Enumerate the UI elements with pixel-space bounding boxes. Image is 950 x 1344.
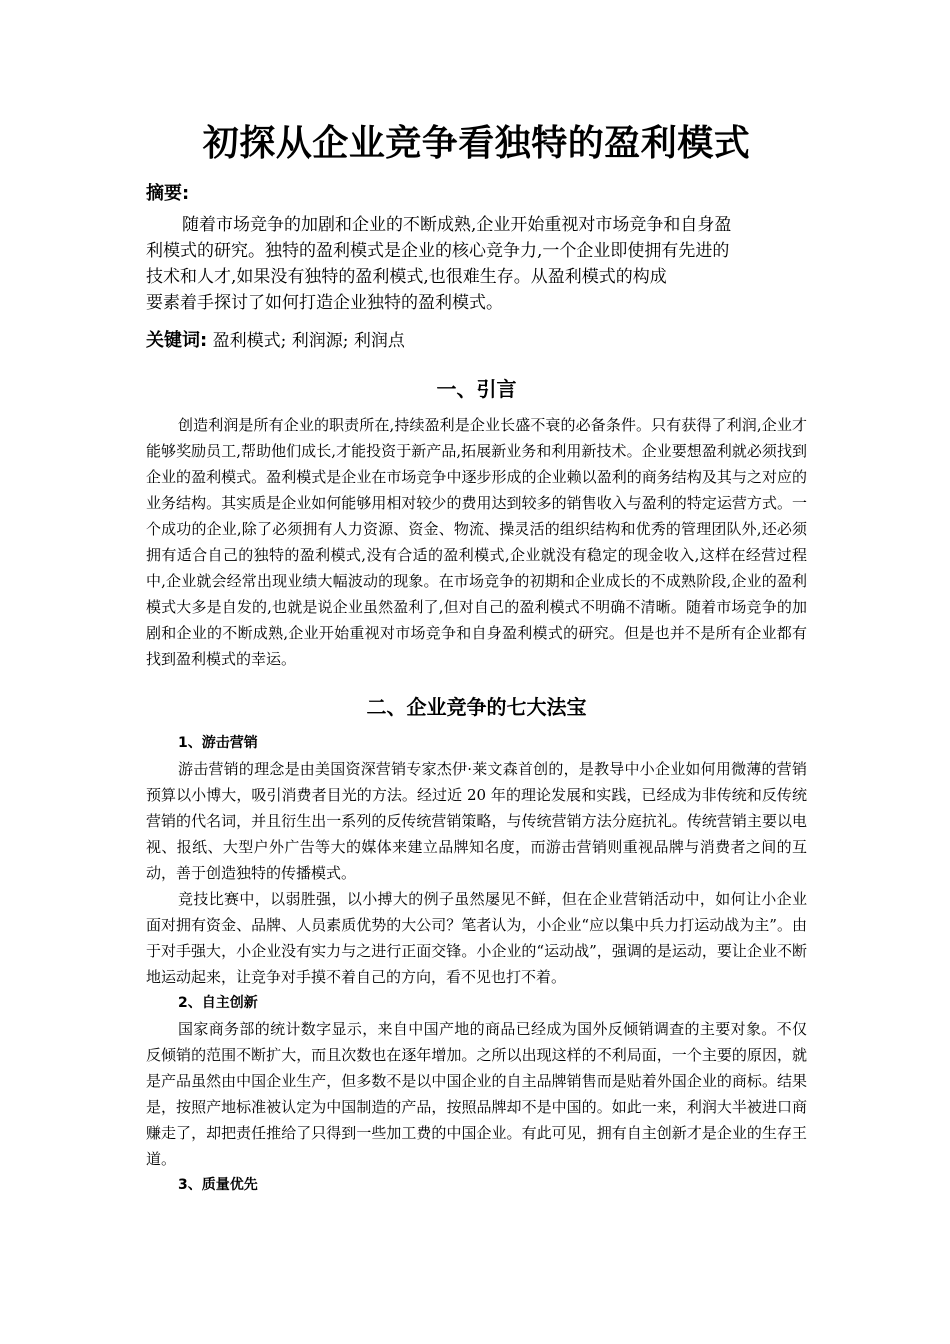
abstract-line: 要素着手探讨了如何打造企业独特的盈利模式。	[146, 293, 503, 313]
keywords	[146, 328, 807, 354]
document-title: 初探从企业竞争看独特的盈利模式	[202, 123, 751, 164]
body-paragraph: 国家商务部的统计数字显示，来自中国产地的商品已经成为国外反倾销调查的主要对象。不仅反倾销的范围不断扩大，而且次数也在逐年增加。之所以出现这样的不利局面，一个主要的原因，就是产品虽然由中国企业生产，但多数不是以中国企业的自主品牌销售而是贴着外国企业的商标。结果是，按照产地标准被认定为中国制造的产品，按照品牌却不是中国的。如此一来，利润大半被进口商赚走了，却把责任推给了只得到一些加工费的中国企业。有此可见，拥有自主创新才是企业的生存王道。	[146, 1020, 807, 1168]
abstract-line: 利模式的研究。独特的盈利模式是企业的核心竞争力,一个企业即使拥有先进的	[146, 241, 730, 261]
intro-paragraph: 创造利润是所有企业的职责所在,持续盈利是企业长盛不衰的必备条件。只有获得了利润,企业才能够奖励员工,帮助他们成长,才能投资于新产品,拓展新业务和利用新技术。企业要想盈利就必须找到企业的盈利模式。盈利模式是企业在市场竞争中逐步形成的企业赖以盈利的商务结构及其与之对应的业务结构。其实质是企业如何能够用相对较少的费用达到较多的销售收入与盈利的特定运营方式。一个成功的企业,除了必须拥有人力资源、资金、物流、操灵活的组织结构和优秀的管理团队外,还必须拥有适合自己的独特的盈利模式,没有合适的盈利模式,企业就没有稳定的现金收入,这样在经营过程中,企业就会经常出现业绩大幅波动的现象。在市场竞争的初期和企业成长的不成熟阶段,企业的盈利模式大多是自发的,也就是说企业虽然盈利了,但对自己的盈利模式不明确不清晰。随着市场竞争的加剧和企业的不断成熟,企业开始重视对市场竞争和自身盈利模式的研究。但是也并不是所有企业都有找到盈利模式的幸运。	[146, 416, 807, 668]
body-paragraph: 游击营销的理念是由美国资深营销专家杰伊·莱文森首创的，是教导中小企业如何用微薄的营销预算以小博大，吸引消费者目光的方法。经过近 20 年的理论发展和实践，已经成为非传统和反传统营销的代名词，并且衍生出一系列的反传统营销策略，与传统营销方法分庭抗礼。传统营销主要以电视、报纸、大型户外广告等大的媒体来建立品牌知名度，而游击营销则重视品牌与消费者之间的互动，善于创造独特的传播模式。	[146, 760, 807, 882]
abstract-heading: 摘要:	[146, 183, 190, 204]
body-paragraph: 竞技比赛中，以弱胜强，以小搏大的例子虽然屡见不鲜，但在企业营销活动中，如何让小企业面对拥有资金、品牌、人员素质优势的大公司？笔者认为，小企业“应以集中兵力打运动战为主”。由于对手强大，小企业没有实力与之进行正面交锋。小企业的“运动战”，强调的是运动，要让企业不断地运动起来，让竞争对手摸不着自己的方向，看不见也打不着。	[146, 890, 807, 986]
abstract-line: 技术和人才,如果没有独特的盈利模式,也很难生存。从盈利模式的构成	[146, 267, 667, 287]
keywords-text: 盈利模式; 利润源; 利润点	[207, 331, 405, 351]
section-heading-seven-strategies: 二、企业竞争的七大法宝	[366, 695, 587, 719]
keywords-label: 关键词:	[146, 330, 208, 351]
abstract-body	[146, 212, 807, 316]
subheading-quality-first: 3、质量优先	[178, 1177, 258, 1193]
section-heading-intro: 一、引言	[436, 377, 517, 401]
subheading-independent-innovation: 2、自主创新	[178, 995, 258, 1011]
abstract-line: 随着市场竞争的加剧和企业的不断成熟,企业开始重视对市场竞争和自身盈	[182, 215, 732, 235]
subheading-guerrilla-marketing: 1、游击营销	[178, 735, 258, 751]
